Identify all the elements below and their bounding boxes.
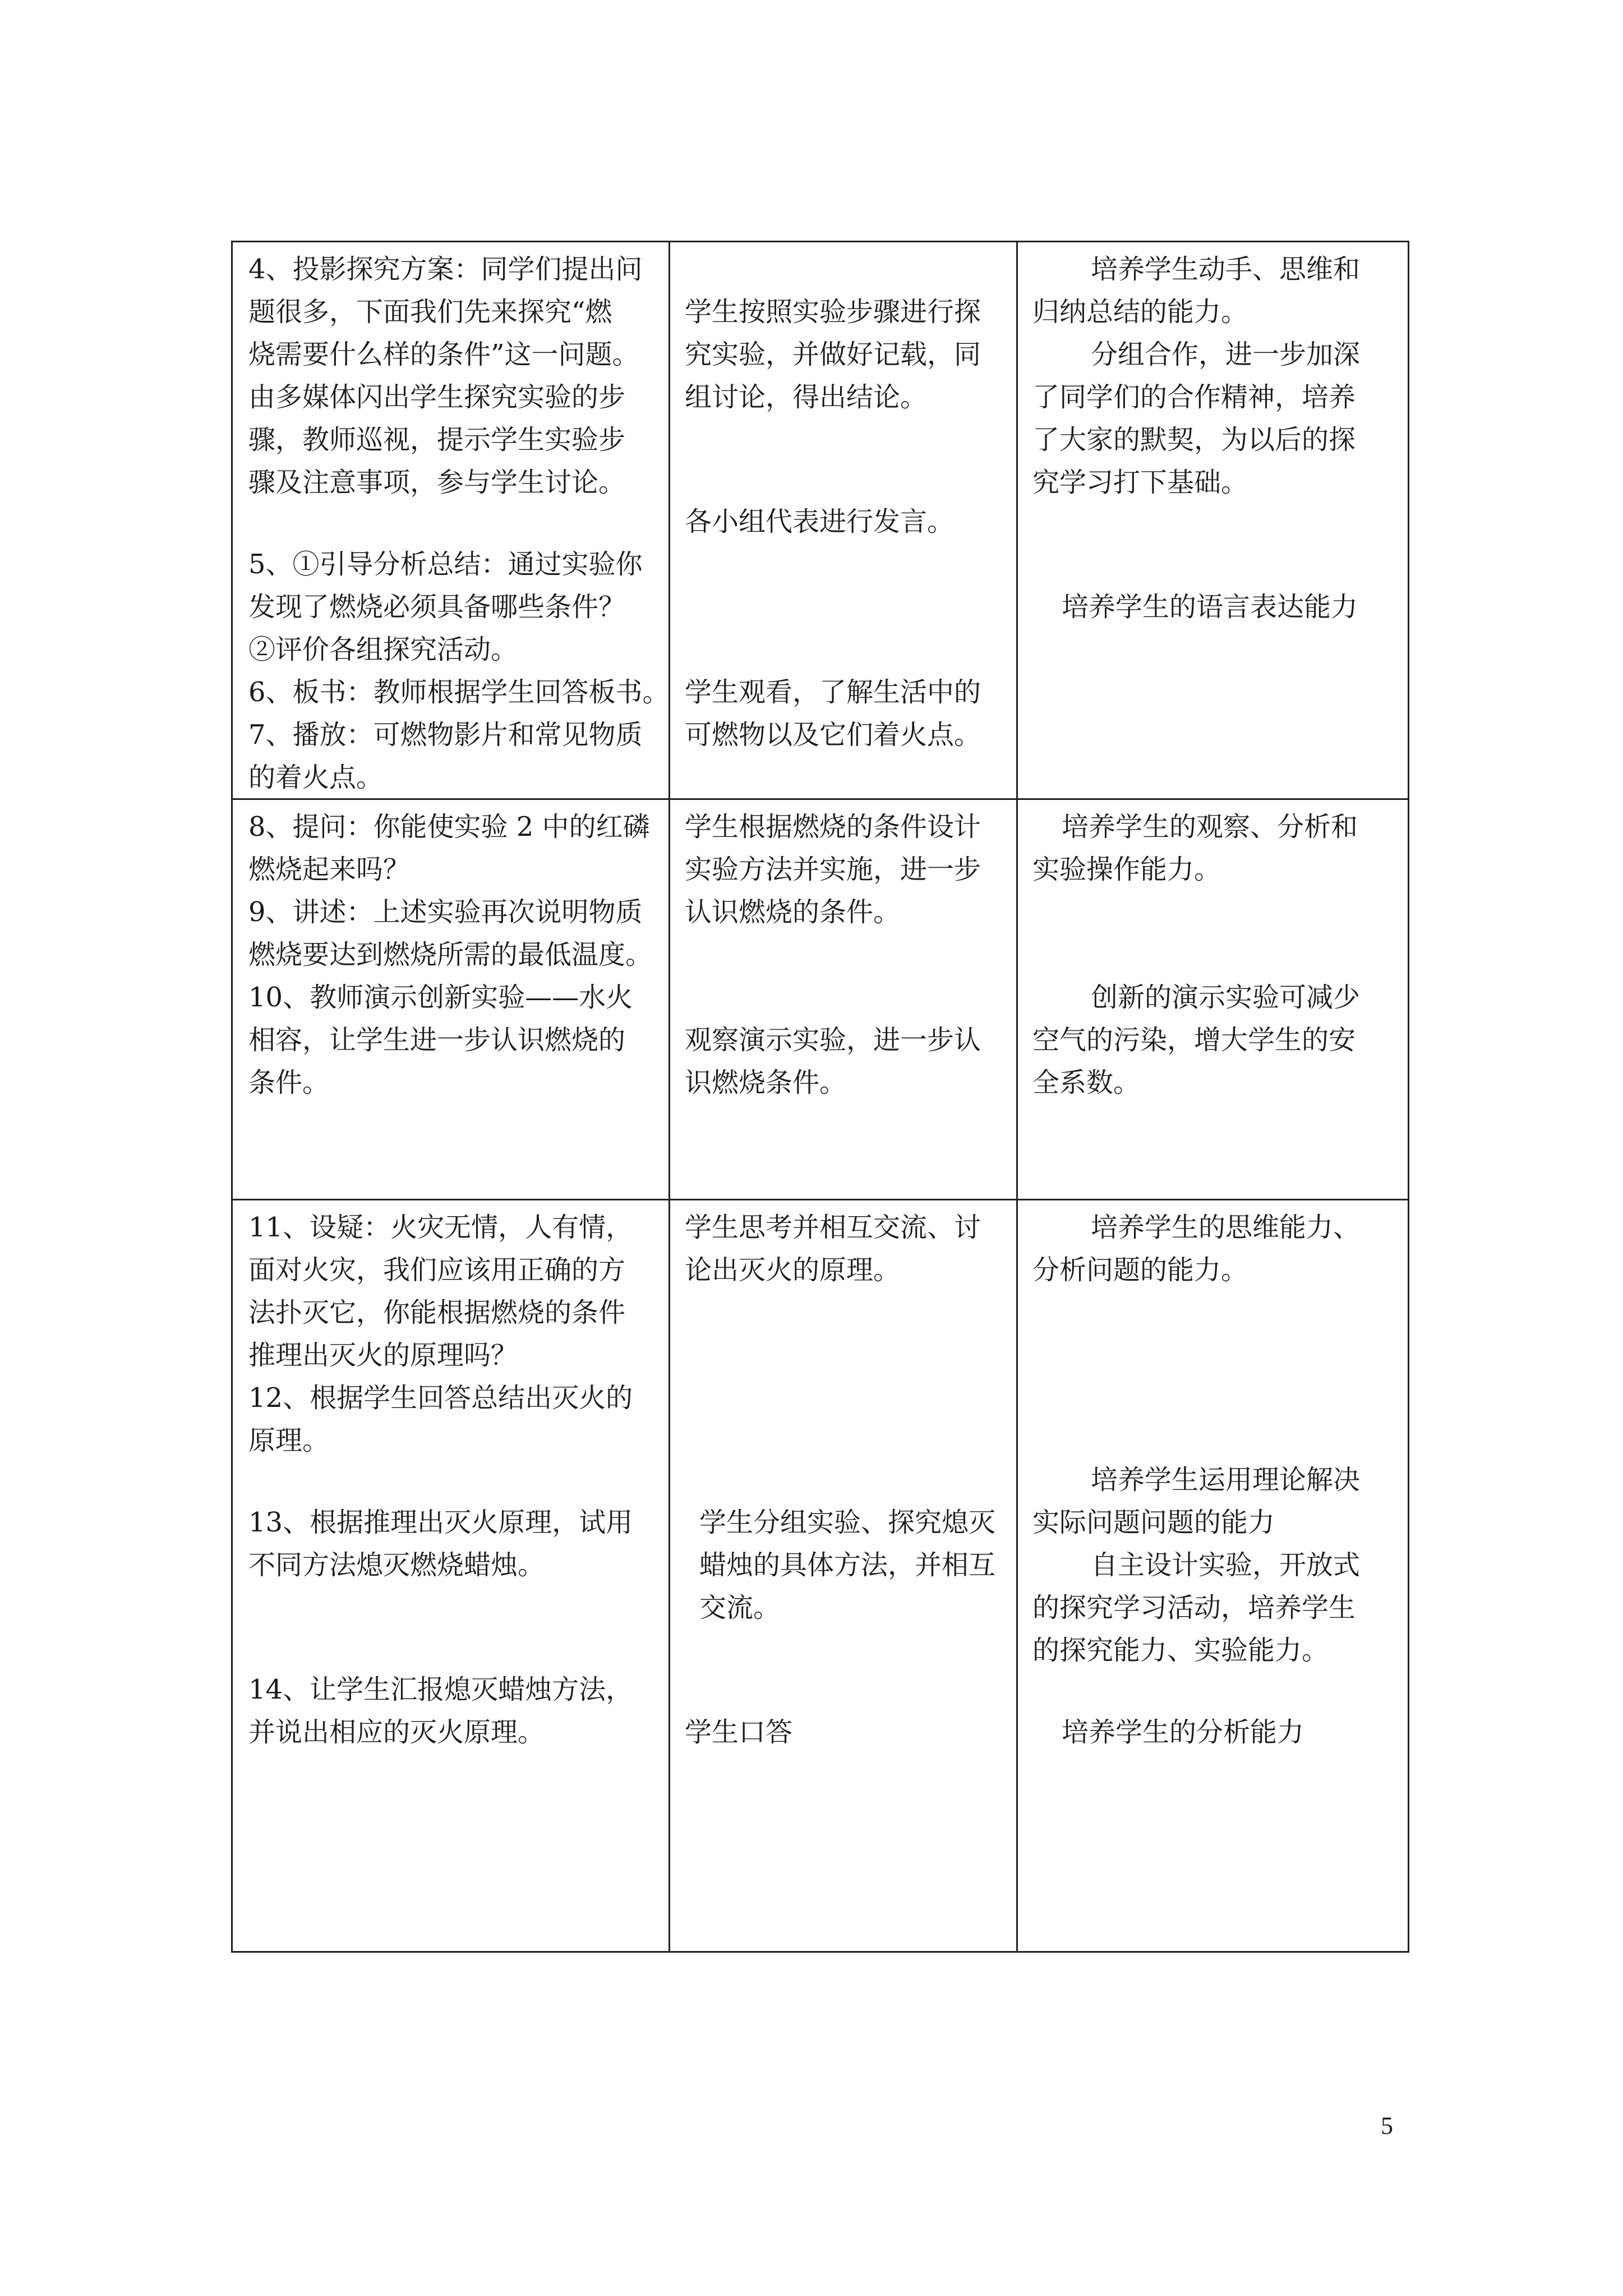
text-line: 实际问题问题的能力 [1032, 1507, 1275, 1538]
text-line: 的探究学习活动，培养学生 [1032, 1592, 1356, 1623]
text-line: 学生思考并相互交流、讨 [685, 1212, 981, 1243]
text-line: 燃烧要达到燃烧所需的最低温度。 [248, 939, 653, 970]
text-line: 骤及注意事项，参与学生讨论。 [248, 467, 626, 498]
teacher-activity-cell [232, 1200, 670, 1952]
text-line: 8、提问：你能使实验 2 中的红磷 [248, 811, 650, 843]
text-line: 10、教师演示创新实验——水火 [248, 982, 633, 1013]
text-line: 烧需要什么样的条件”这一问题。 [248, 339, 639, 370]
text-line: 培养学生的语言表达能力 [1062, 591, 1358, 623]
text-line: 5、①引导分析总结：通过实验你 [248, 549, 643, 580]
text-line: 各小组代表进行发言。 [685, 506, 955, 537]
text-line: 14、让学生汇报熄灭蜡烛方法， [248, 1674, 633, 1705]
design-intent-cell [1017, 1200, 1409, 1952]
text-line: 究实验，并做好记载，同 [685, 339, 981, 370]
text-line: 骤，教师巡视，提示学生实验步 [248, 424, 626, 455]
text-line: 交流。 [699, 1592, 781, 1623]
text-line: 12、根据学生回答总结出灭火的 [248, 1382, 633, 1414]
text-line: 空气的污染，增大学生的安 [1032, 1024, 1356, 1056]
text-line: 7、播放：可燃物影片和常见物质 [248, 719, 643, 751]
table-row [232, 799, 1409, 1200]
text-line: 归纳总结的能力。 [1032, 296, 1248, 328]
text-line: 学生按照实验步骤进行探 [685, 296, 981, 328]
text-line: 组讨论，得出结论。 [685, 381, 928, 413]
text-line: 13、根据推理出灭火原理，试用 [248, 1507, 633, 1538]
text-line: ②评价各组探究活动。 [248, 634, 518, 665]
text-line: 的探究能力、实验能力。 [1032, 1635, 1329, 1666]
text-line: 由多媒体闪出学生探究实验的步 [248, 381, 626, 413]
teacher-activity-cell [232, 799, 670, 1200]
lesson-plan-table [231, 241, 1409, 1953]
text-line: 实验方法并实施，进一步 [685, 854, 981, 885]
design-intent-cell [1017, 242, 1409, 799]
text-line: 培养学生的分析能力 [1062, 1717, 1304, 1748]
text-line: 4、投影探究方案：同学们提出问 [248, 254, 643, 285]
text-line: 究学习打下基础。 [1032, 467, 1248, 498]
table-row [232, 242, 1409, 799]
text-line: 自主设计实验，开放式 [1091, 1549, 1361, 1581]
text-line: 培养学生的观察、分析和 [1062, 811, 1358, 843]
text-line: 认识燃烧的条件。 [685, 896, 901, 928]
text-line: 题很多，下面我们先来探究“燃 [248, 296, 612, 328]
text-line: 条件。 [248, 1067, 330, 1098]
text-line: 分析问题的能力。 [1032, 1254, 1248, 1286]
text-line: 培养学生运用理论解决 [1091, 1464, 1361, 1496]
text-line: 实验操作能力。 [1032, 854, 1221, 885]
text-line: 创新的演示实验可减少 [1091, 982, 1361, 1013]
text-line: 观察演示实验，进一步认 [685, 1024, 981, 1056]
text-line: 不同方法熄灭燃烧蜡烛。 [248, 1549, 545, 1581]
text-line: 6、板书：教师根据学生回答板书。 [248, 677, 670, 708]
text-line: 发现了燃烧必须具备哪些条件？ [248, 591, 626, 623]
text-line: 相容，让学生进一步认识燃烧的 [248, 1024, 626, 1056]
text-line: 可燃物以及它们着火点。 [685, 719, 981, 751]
text-line: 了同学们的合作精神，培养 [1032, 381, 1356, 413]
text-line: 蜡烛的具体方法，并相互 [699, 1549, 996, 1581]
text-line: 培养学生动手、思维和 [1091, 254, 1361, 285]
text-line: 学生口答 [685, 1717, 793, 1748]
text-line: 的着火点。 [248, 762, 384, 793]
text-line: 分组合作，进一步加深 [1091, 339, 1361, 370]
table-row [232, 1200, 1409, 1952]
student-activity-cell [670, 799, 1017, 1200]
text-line: 推理出灭火的原理吗？ [248, 1340, 518, 1371]
text-line: 9、讲述：上述实验再次说明物质 [248, 896, 643, 928]
text-line: 法扑灭它，你能根据燃烧的条件 [248, 1297, 626, 1328]
text-line: 论出灭火的原理。 [685, 1254, 901, 1286]
text-line: 原理。 [248, 1425, 330, 1456]
text-line: 识燃烧条件。 [685, 1067, 847, 1098]
text-line: 学生根据燃烧的条件设计 [685, 811, 981, 843]
teacher-activity-cell [232, 242, 670, 799]
text-line: 学生观看，了解生活中的 [685, 677, 981, 708]
student-activity-cell [670, 242, 1017, 799]
text-line: 全系数。 [1032, 1067, 1141, 1098]
text-line: 11、设疑：火灾无情，人有情， [248, 1212, 633, 1243]
text-line: 学生分组实验、探究熄灭 [699, 1507, 996, 1538]
page-number: 5 [1381, 2112, 1393, 2139]
text-line: 了大家的默契，为以后的探 [1032, 424, 1356, 455]
text-line: 并说出相应的灭火原理。 [248, 1717, 545, 1748]
text-line: 培养学生的思维能力、 [1091, 1212, 1361, 1243]
student-activity-cell [670, 1200, 1017, 1952]
text-line: 燃烧起来吗？ [248, 854, 411, 885]
design-intent-cell [1017, 799, 1409, 1200]
text-line: 面对火灾，我们应该用正确的方 [248, 1254, 626, 1286]
